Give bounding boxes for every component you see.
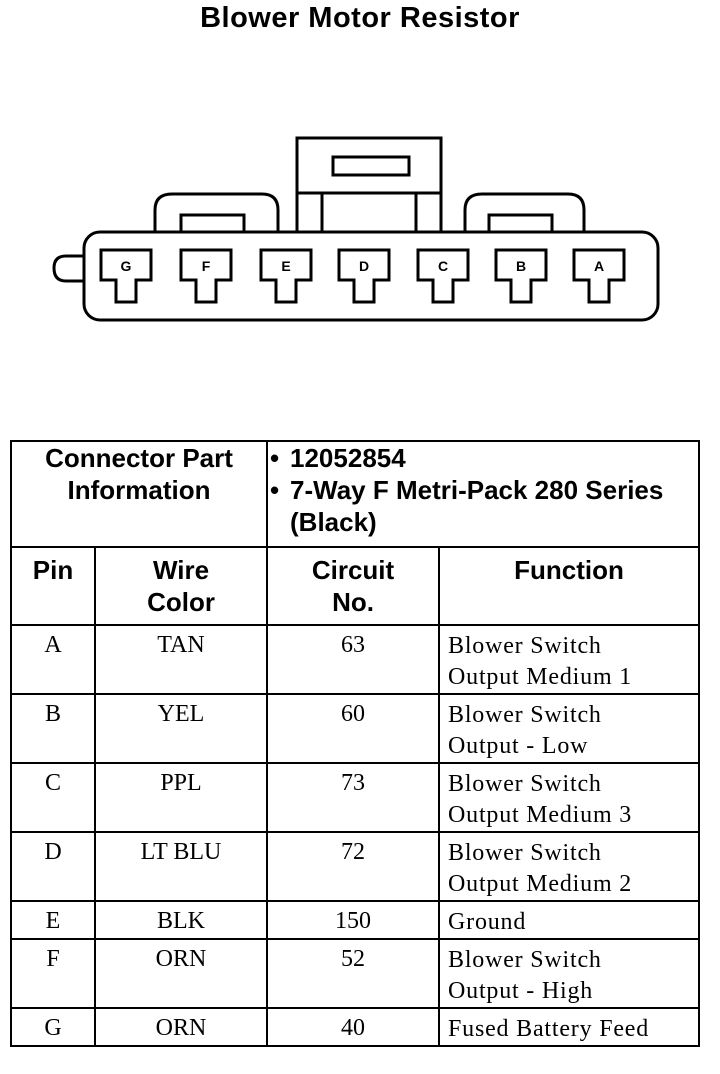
table-row — [11, 939, 699, 1008]
circuit-value-cell — [267, 1008, 439, 1046]
wire-color-value: BLK — [157, 908, 205, 934]
left-ridge — [155, 194, 278, 232]
connector-type-line: • 7-Way F Metri-Pack 280 Series (Black) — [270, 475, 664, 537]
circuit-value: 73 — [341, 770, 366, 796]
table-row — [11, 763, 699, 832]
function-value — [440, 695, 698, 762]
wire-color-value: ORN — [155, 946, 207, 972]
table-row — [11, 1008, 699, 1046]
wire-color-value: LT BLU — [140, 839, 222, 865]
page-title: Blower Motor Resistor — [200, 2, 520, 34]
function-header: Function — [514, 555, 624, 585]
pin-label-g: G — [120, 258, 132, 274]
table-row — [11, 694, 699, 763]
pin-value: C — [44, 770, 61, 796]
circuit-value-cell — [267, 939, 439, 1008]
connector-type: 7-Way F Metri-Pack 280 Series (Black) — [290, 475, 664, 537]
circuit-value: 60 — [341, 701, 366, 727]
wire-color-value-cell — [95, 1008, 267, 1046]
function-line: Fused Battery Feed — [448, 1016, 650, 1042]
connector-info-values — [267, 441, 699, 547]
function-line: Blower Switch — [448, 840, 602, 866]
circuit-value-cell — [267, 625, 439, 694]
part-number-line: • 12052854 — [270, 443, 406, 473]
circuit-no-header: Circuit No. — [311, 555, 395, 617]
wire-color-value-cell — [95, 625, 267, 694]
pin-header-cell — [11, 547, 95, 625]
pin-value: A — [44, 632, 62, 658]
function-line: Blower Switch — [448, 947, 602, 973]
wire-color-value-cell — [95, 832, 267, 901]
function-value-cell — [439, 694, 699, 763]
pin-label-d: D — [358, 258, 370, 274]
wire-color-value-cell — [95, 694, 267, 763]
table-row — [11, 901, 699, 939]
pin-value: F — [46, 946, 60, 972]
pin-value-cell — [11, 625, 95, 694]
wire-color-value: TAN — [157, 632, 205, 658]
table-row — [11, 832, 699, 901]
pin-value-cell — [11, 832, 95, 901]
connector-body — [84, 232, 658, 320]
pinout-table — [10, 440, 700, 1047]
function-line: Blower Switch — [448, 702, 602, 728]
wire-color-header: Wire Color — [147, 555, 215, 617]
function-line: Output Medium 1 — [448, 664, 633, 690]
wire-color-value: ORN — [155, 1015, 207, 1041]
latch-slot — [333, 157, 409, 175]
pin-value: D — [44, 839, 62, 865]
pin-value-cell — [11, 939, 95, 1008]
function-value-cell — [439, 1008, 699, 1046]
function-value — [440, 940, 698, 1007]
circuit-value: 52 — [341, 946, 366, 972]
circuit-value-cell — [267, 832, 439, 901]
table-row — [11, 625, 699, 694]
circuit-value: 150 — [335, 908, 372, 934]
circuit-value: 40 — [341, 1015, 366, 1041]
circuit-value-cell — [267, 694, 439, 763]
function-value — [440, 1009, 698, 1045]
pin-header: Pin — [32, 555, 74, 585]
pin-value-cell — [11, 901, 95, 939]
wire-color-value-cell — [95, 939, 267, 1008]
function-line: Output - High — [448, 978, 594, 1004]
pin-value: B — [44, 701, 61, 727]
wire-color-header-cell — [95, 547, 267, 625]
function-value-cell — [439, 901, 699, 939]
circuit-no-header-cell — [267, 547, 439, 625]
wire-color-value: YEL — [157, 701, 205, 727]
pin-value: G — [44, 1015, 62, 1041]
pin-label-c: C — [437, 258, 449, 274]
function-line: Blower Switch — [448, 633, 602, 659]
latch-housing — [297, 138, 441, 232]
pin-label-b: B — [515, 258, 527, 274]
circuit-value: 63 — [341, 632, 366, 658]
function-line: Output Medium 3 — [448, 802, 633, 828]
pin-value-cell — [11, 694, 95, 763]
function-line: Blower Switch — [448, 771, 602, 797]
connector-tab — [54, 256, 84, 281]
column-header-row — [11, 547, 699, 625]
function-value-cell — [439, 832, 699, 901]
function-header-cell — [439, 547, 699, 625]
function-value — [440, 764, 698, 831]
wire-color-value-cell — [95, 901, 267, 939]
pin-label-e: E — [281, 258, 291, 274]
wire-color-value-cell — [95, 763, 267, 832]
connector-info-label: Connector Part Information — [45, 443, 233, 505]
pin-value-cell — [11, 1008, 95, 1046]
circuit-value-cell — [267, 901, 439, 939]
function-value-cell — [439, 625, 699, 694]
function-value-cell — [439, 763, 699, 832]
pin-value-cell — [11, 763, 95, 832]
wire-color-value: PPL — [160, 770, 202, 796]
function-value — [440, 833, 698, 900]
function-line: Output Medium 2 — [448, 871, 633, 897]
right-ridge — [465, 194, 584, 232]
function-value — [440, 902, 698, 938]
pin-value: E — [45, 908, 61, 934]
circuit-value: 72 — [341, 839, 366, 865]
function-value-cell — [439, 939, 699, 1008]
function-line: Ground — [448, 909, 527, 935]
circuit-value-cell — [267, 763, 439, 832]
connector-diagram — [40, 130, 680, 330]
function-line: Output - Low — [448, 733, 589, 759]
part-number: 12052854 — [290, 443, 406, 473]
pin-label-a: A — [593, 258, 605, 274]
function-value — [440, 626, 698, 693]
connector-info-label-cell — [11, 441, 267, 547]
connector-info-row — [11, 441, 699, 547]
pin-label-f: F — [201, 258, 211, 274]
